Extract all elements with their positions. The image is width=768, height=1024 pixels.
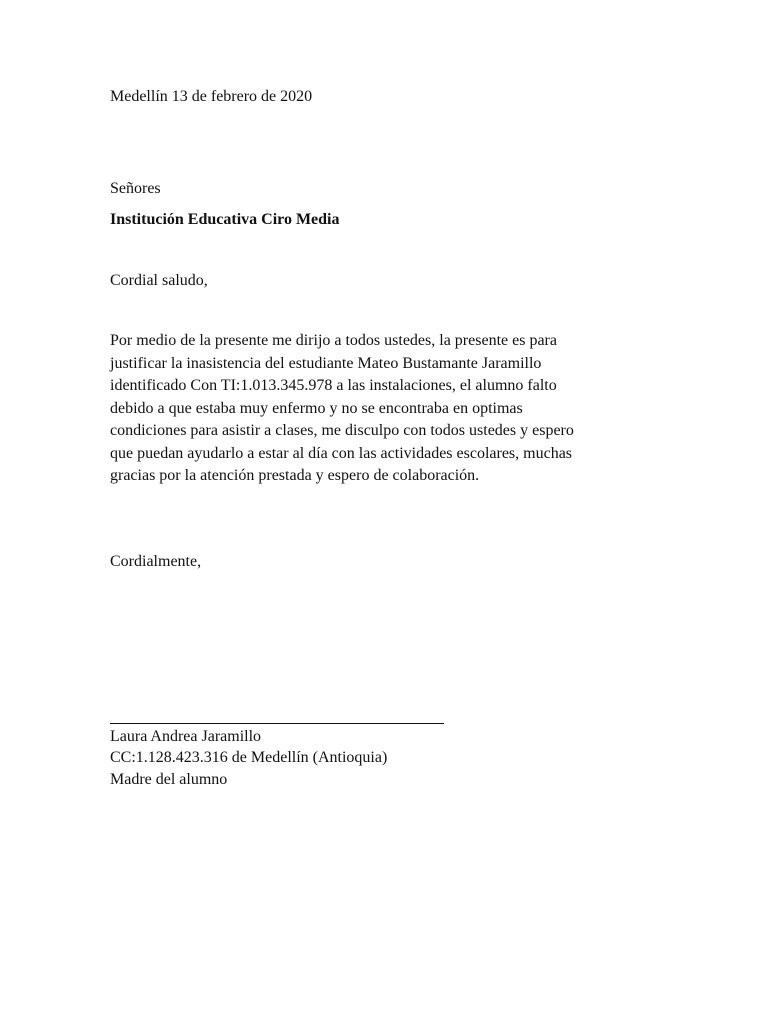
body-line: condiciones para asistir a clases, me disculpo con todos ustedes y espero bbox=[110, 422, 574, 439]
recipient-institution: Institución Educativa Ciro Media bbox=[110, 211, 340, 228]
closing: Cordialmente, bbox=[110, 553, 202, 570]
place-date: Medellín 13 de febrero de 2020 bbox=[110, 88, 313, 105]
body-line: gracias por la atención prestada y espero de colaboración. bbox=[110, 467, 480, 484]
body-line: Por medio de la presente me dirijo a todos ustedes, la presente es para bbox=[110, 332, 557, 349]
body-line: justificar la inasistencia del estudiante Mateo Bustamante Jaramillo bbox=[110, 354, 542, 372]
letter-body bbox=[110, 330, 574, 488]
greeting: Cordial saludo, bbox=[110, 272, 208, 289]
signature-line bbox=[110, 723, 444, 724]
recipient-salutation: Señores bbox=[110, 180, 161, 197]
body-line: identificado Con TI:1.013.345.978 a las instalaciones, el alumno falto bbox=[110, 377, 557, 394]
body-line: debido a que estaba muy enfermo y no se encontraba en optimas bbox=[110, 399, 523, 417]
signature-role: Madre del alumno bbox=[110, 771, 228, 788]
signature-id: CC:1.128.423.316 de Medellín (Antioquia) bbox=[110, 749, 388, 766]
signature-name: Laura Andrea Jaramillo bbox=[110, 728, 262, 745]
body-line: que puedan ayudarlo a estar al día con las actividades escolares, muchas bbox=[110, 444, 573, 462]
